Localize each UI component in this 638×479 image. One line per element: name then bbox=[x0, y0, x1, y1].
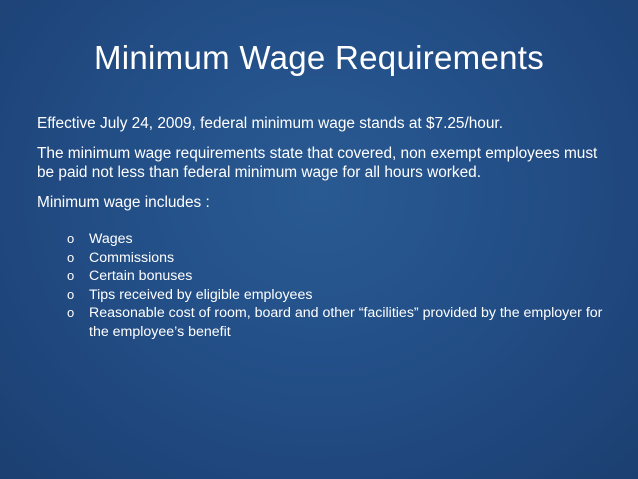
slide-body bbox=[37, 114, 609, 341]
slide-title: Minimum Wage Requirements bbox=[93, 39, 545, 76]
includes-list bbox=[37, 230, 609, 341]
list-item bbox=[37, 304, 609, 341]
requirements-paragraph: The minimum wage requirements state that covered, non exempt employees must be paid not less than federal minimum wage for all hours worked. bbox=[37, 145, 598, 181]
list-item-text: Reasonable cost of room, board and other “facilities” provided by the employer for the employee’s benefit bbox=[89, 305, 603, 340]
bullet-icon: o bbox=[67, 286, 75, 302]
list-item bbox=[37, 286, 609, 305]
includes-heading: Minimum wage includes : bbox=[37, 194, 210, 211]
bullet-icon: o bbox=[67, 268, 75, 283]
list-item-text: Tips received by eligible employees bbox=[89, 286, 313, 303]
list-item-text: Certain bonuses bbox=[89, 268, 193, 284]
list-item bbox=[37, 249, 609, 268]
list-item-text: Commissions bbox=[89, 249, 175, 266]
bullet-icon: o bbox=[67, 249, 75, 265]
bullet-icon: o bbox=[67, 231, 75, 246]
list-item-text: Wages bbox=[89, 231, 133, 247]
effective-date-paragraph: Effective July 24, 2009, federal minimum wage stands at $7.25/hour. bbox=[37, 115, 503, 132]
bullet-icon: o bbox=[67, 305, 75, 320]
list-item bbox=[37, 267, 609, 286]
list-item bbox=[37, 230, 609, 249]
